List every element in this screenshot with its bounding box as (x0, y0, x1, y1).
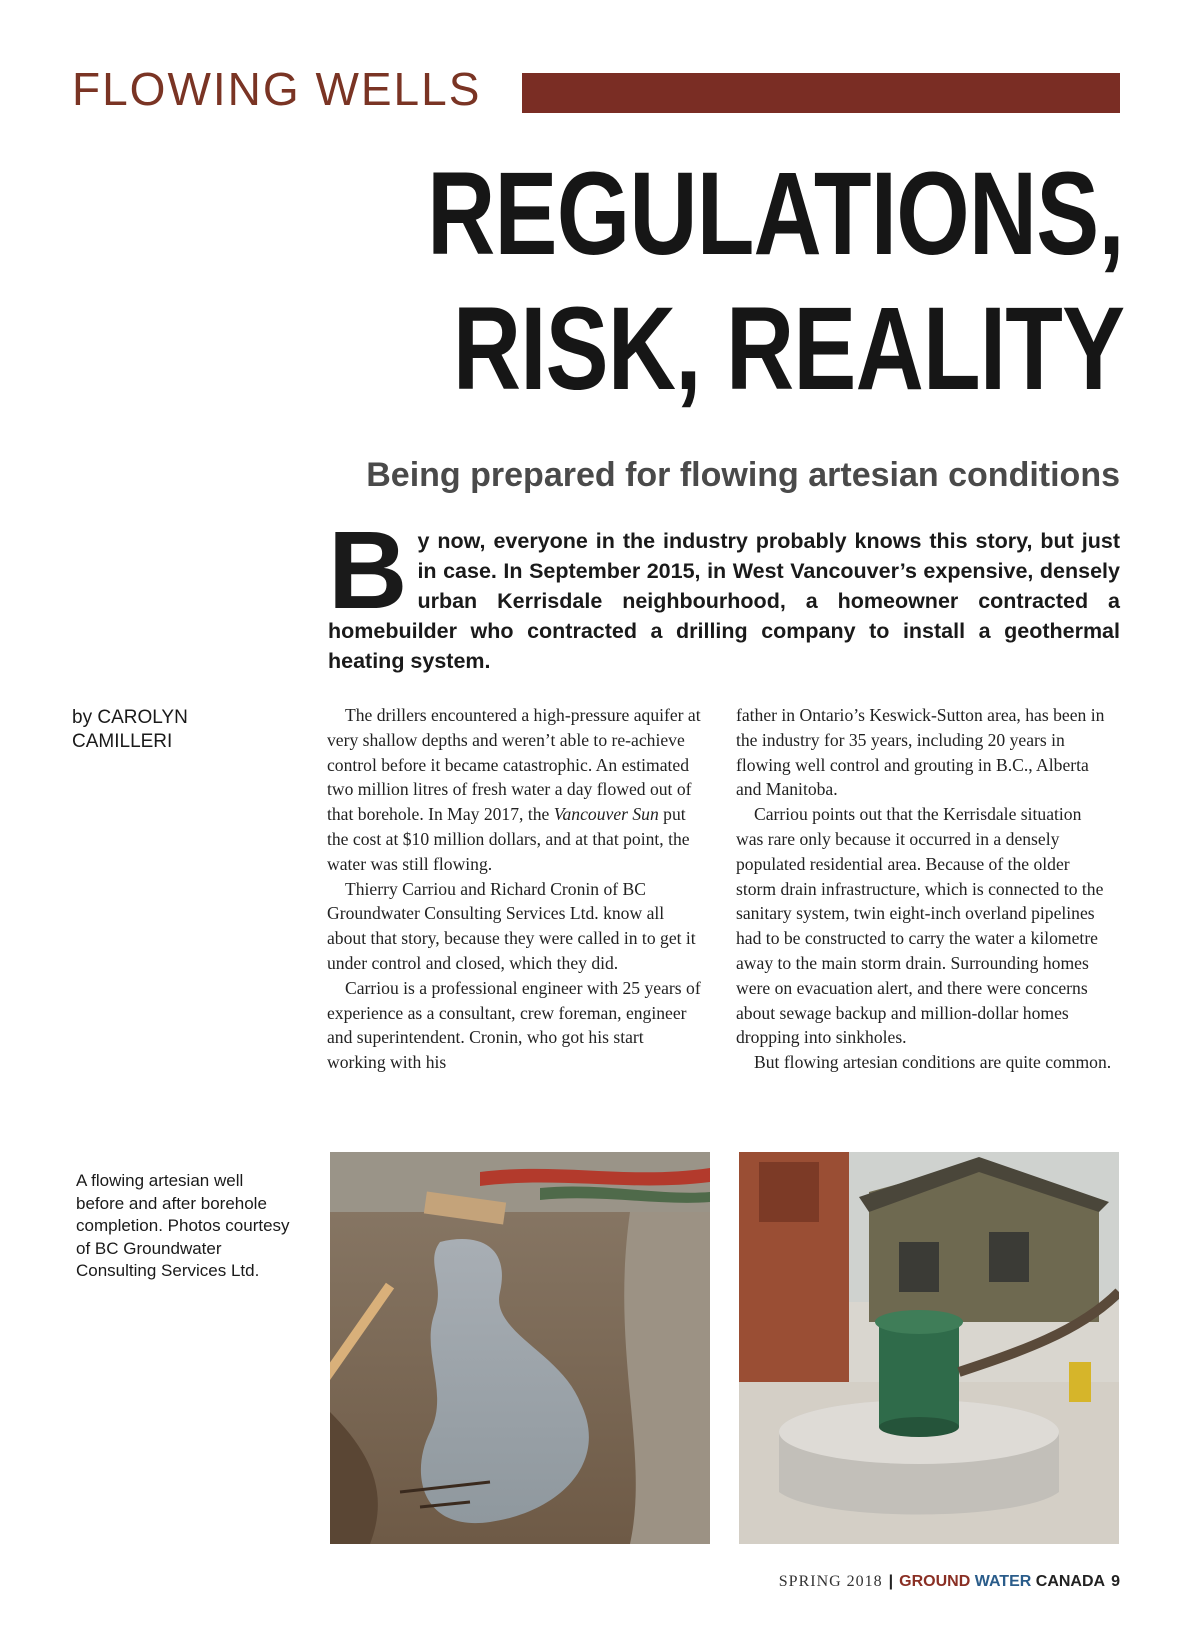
magazine-name-ground: GROUND (899, 1573, 971, 1590)
magazine-name-canada: CANADA (1035, 1573, 1106, 1590)
page-number: 9 (1111, 1573, 1120, 1590)
lede-paragraph (328, 509, 1120, 676)
drop-cap: B (328, 509, 408, 632)
body-paragraph-4: Carriou points out that the Kerrisdale situation was rare only because it occurred in a densely populated residential area. Because of the older storm drain infrastructure, which is connected to the sanitary system, twin eight-inch overland pipelines had to be constructed to carry the water a kilometre away to the main storm drain. Surrounding homes were on evacuation alert, and there were concerns about sewage backup and million-dollar homes dropping into sinkholes. (736, 804, 1104, 1048)
body-paragraph-5: But flowing artesian conditions are quite common. (754, 1052, 1112, 1073)
photo-completed-wellhead (739, 1152, 1119, 1544)
body-text: put the cost at $10 million dollars, and at that point, the water was still flowing. (327, 804, 690, 874)
section-accent-bar (522, 73, 1120, 113)
body-column-right (736, 703, 1112, 1075)
headline-line-2: RISK, REALITY (452, 283, 1124, 415)
section-label: FLOWING WELLS (72, 63, 482, 115)
body-paragraph-3: Carriou is a professional engineer with 25 years of experience as a consultant, crew foreman, engineer and superintendent. Cronin, who got his start working with his (327, 977, 701, 1073)
lede-text: y now, everyone in the industry probably knows this story, but just in case. In September 2015, in West Vancouver’s expensive, densely urban Kerrisdale neighbourhood, a homeowner contracted a homebuilder who contracted a drilling company to install a geothermal heating system. (328, 529, 1120, 673)
magazine-name-water: WATER (974, 1573, 1032, 1590)
publication-name: Vancouver Sun (553, 804, 659, 825)
byline-line-1: by CAROLYN (72, 707, 188, 728)
footer-separator: | (888, 1573, 894, 1590)
body-paragraph-2: Thierry Carriou and Richard Cronin of BC Groundwater Consulting Services Ltd. know all about that story, because they were called in to get it under control and closed, which they did. (327, 878, 696, 973)
body-column-left (327, 703, 703, 1075)
byline (72, 706, 252, 754)
headline-line-1: REGULATIONS, (427, 148, 1124, 280)
body-paragraph-3-continued: father in Ontario’s Keswick-Sutton area, has been in the industry for 35 years, including 20 years in flowing well control and grouting in B.C., Alberta and Manitoba. (736, 705, 1105, 800)
body-text: The drillers encountered a high-pressure aquifer at very shallow depths and weren’t able to re-achieve control before it became catastrophic. An estimated two million litres of fresh water a day flowed out of that borehole. In May 2017, the (327, 705, 701, 825)
byline-line-2: CAMILLERI (72, 731, 173, 752)
photo-caption: A flowing artesian well before and after borehole completion. Photos courtesy of BC Groundwater Consulting Services Ltd. (76, 1171, 290, 1280)
page-footer (779, 1573, 1120, 1591)
issue-date: SPRING 2018 (778, 1573, 883, 1590)
photo-flowing-borehole (330, 1152, 710, 1544)
subtitle: Being prepared for flowing artesian conditions (366, 456, 1120, 494)
body-paragraph-1 (327, 703, 703, 877)
